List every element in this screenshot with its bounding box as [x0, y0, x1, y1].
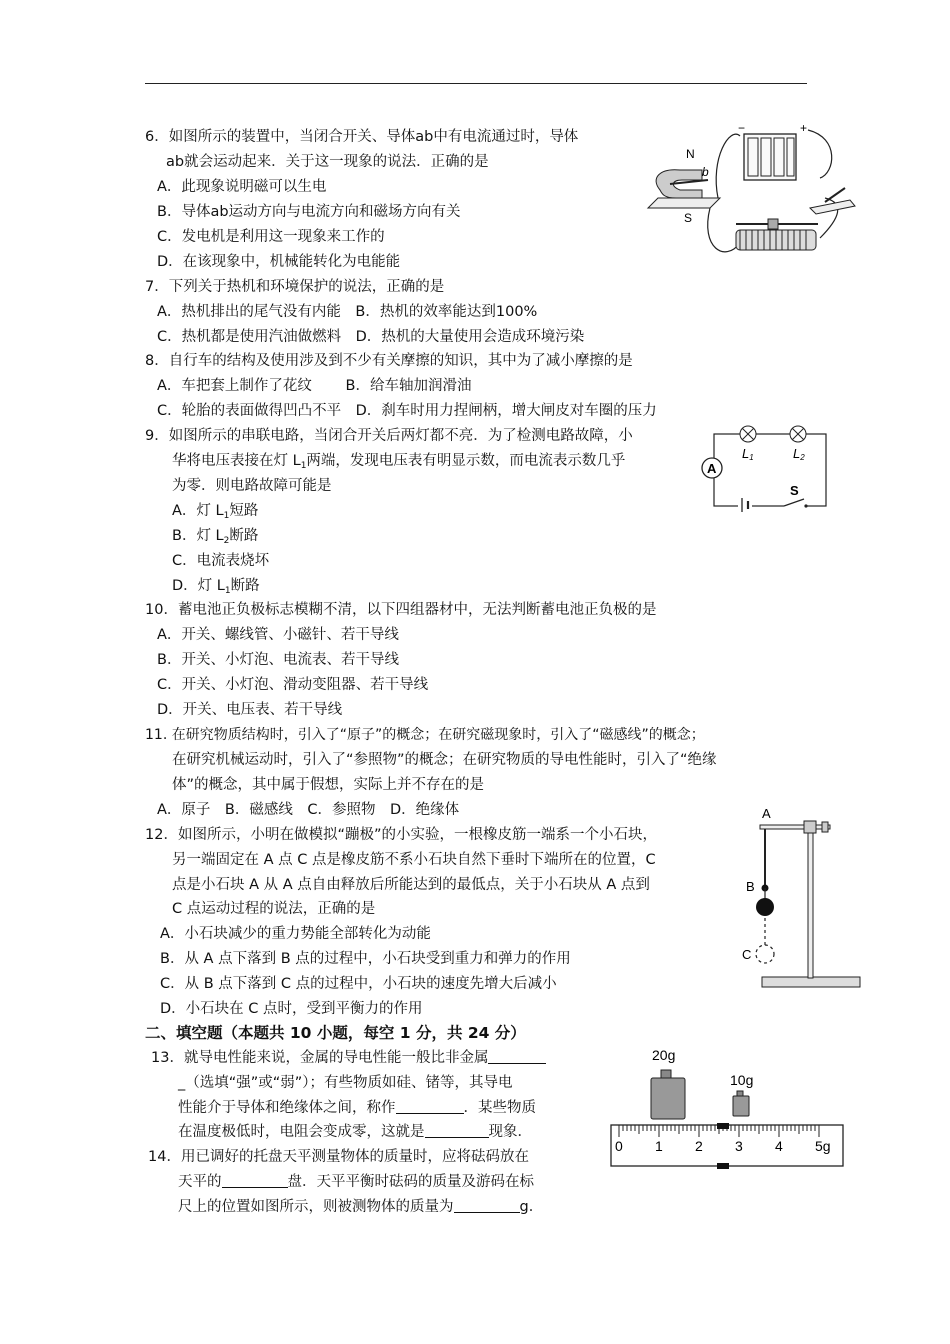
- switch-label: S: [790, 483, 799, 498]
- q12-stem-2: 另一端固定在 A 点 C 点是橡皮筋不系小石块自然下垂时下端所在的位置，C: [172, 852, 656, 868]
- q10-stem: 10．蓄电池正负极标志模糊不清，以下四组器材中，无法判断蓄电池正负极的是: [145, 602, 657, 618]
- q10-option-a[interactable]: A．开关、螺线管、小磁针、若干导线: [157, 627, 399, 643]
- q13-line-1: 13．就导电性能来说，金属的导电性能一般比非金属: [151, 1048, 546, 1068]
- q12-stem-3: 点是小石块 A 从 A 点自由释放后所能达到的最低点，关于小石块从 A 点到: [172, 877, 650, 893]
- ruler-label: 5g: [815, 1138, 831, 1154]
- q9-option-d[interactable]: D．灯 $L_1$断路: [172, 578, 260, 596]
- ruler-label: 3: [735, 1138, 743, 1154]
- q13-line-3: 性能介于导体和绝缘体之间，称作 ．某些物质: [178, 1100, 536, 1116]
- q12-option-a[interactable]: A．小石块减少的重力势能全部转化为动能: [160, 926, 431, 942]
- q9-option-b[interactable]: B．灯 $L_2$断路: [172, 528, 259, 546]
- magnet-s-label: S: [684, 211, 693, 225]
- q6-option-a[interactable]: A．此现象说明磁可以生电: [157, 179, 327, 195]
- q7-options-ab[interactable]: A．热机排出的尾气没有内能 B．热机的效率能达到100%: [157, 304, 538, 320]
- conductor-b-label: b: [702, 165, 709, 179]
- q14-blank-1[interactable]: [222, 1173, 288, 1188]
- rider-bottom: [717, 1163, 729, 1169]
- q11-stem-end: 体”的概念，其中属于假想，实际上并不存在的是: [172, 777, 485, 793]
- q12-stem: 12．如图所示，小明在做模拟“蹦极”的小实验，一根橡皮筋一端系一个小石块，: [145, 827, 657, 843]
- q13-blank-1[interactable]: [488, 1049, 546, 1064]
- q8-options-ab[interactable]: A．车把套上制作了花纹 B．给车轴加润滑油: [157, 378, 472, 394]
- battery-plus-label: +: [800, 121, 808, 135]
- ruler-label: 2: [695, 1138, 703, 1154]
- ruler-label: 0: [615, 1138, 623, 1154]
- q14-line-1: 14．用已调好的托盘天平测量物体的质量时，应将砝码放在: [148, 1149, 529, 1165]
- q6-motor-circuit-figure: [640, 118, 860, 268]
- point-c-label: C: [742, 947, 752, 962]
- ruler-label: 4: [775, 1138, 783, 1154]
- q11-stem-cont: 在研究机械运动时，引入了“参照物”的概念；在研究物质的导电性能时，引入了“绝缘: [172, 752, 717, 768]
- q6-option-b[interactable]: B．导体ab运动方向与电流方向和磁场方向有关: [157, 204, 461, 220]
- magnet-n-label: N: [686, 147, 695, 161]
- q9-stem-end: 为零．则电路故障可能是: [172, 478, 332, 494]
- weight-20g-label: 20g: [652, 1047, 676, 1063]
- q9-stem: 9．如图所示的串联电路，当闭合开关后两灯都不亮．为了检测电路故障，小: [145, 428, 633, 444]
- q6-stem-cont: ab就会运动起来．关于这一现象的说法．正确的是: [166, 154, 489, 170]
- section-2-heading: 二、填空题（本题共 10 小题，每空 1 分，共 24 分）: [145, 1024, 526, 1042]
- q8-stem: 8．自行车的结构及使用涉及到不少有关摩擦的知识，其中为了减小摩擦的是: [145, 353, 633, 369]
- q6-option-c[interactable]: C．发电机是利用这一现象来工作的: [157, 229, 385, 245]
- q13-line-4: 在温度极低时，电阻会变成零，这就是 现象．: [178, 1124, 532, 1140]
- lamp-l2-label: L2: [793, 446, 805, 462]
- q8-options-cd[interactable]: C．轮胎的表面做得凹凸不平 D．刹车时用力捏闸柄，增大闸皮对车圈的压力: [157, 403, 657, 419]
- weight-10g-label: 10g: [730, 1072, 754, 1088]
- q10-option-d[interactable]: D．开关、电压表、若干导线: [157, 702, 343, 718]
- q7-options-cd[interactable]: C．热机都是使用汽油做燃料 D．热机的大量使用会造成环境污染: [157, 329, 585, 345]
- q13-line-2: _（选填“强”或“弱”）；有些物质如硅、锗等，其导电: [178, 1075, 513, 1091]
- q14-line-2: 天平的 盘．天平平衡时砝码的质量及游码在标: [178, 1174, 534, 1190]
- q10-option-b[interactable]: B．开关、小灯泡、电流表、若干导线: [157, 652, 399, 668]
- q10-option-c[interactable]: C．开关、小灯泡、滑动变阻器、若干导线: [157, 677, 429, 693]
- q11-stem: 11. 在研究物质结构时，引入了“原子”的概念；在研究磁现象时，引入了“磁感线”的概念；: [145, 727, 705, 743]
- q12-option-c[interactable]: C．从 B 点下落到 C 点的过程中，小石块的速度先增大后减小: [160, 976, 557, 992]
- q13-blank-3[interactable]: [425, 1123, 489, 1138]
- q9-series-circuit-figure: [698, 420, 830, 512]
- ruler-label: 1: [655, 1138, 663, 1154]
- q12-option-d[interactable]: D．小石块在 C 点时，受到平衡力的作用: [160, 1001, 423, 1017]
- rider-top: [717, 1123, 729, 1129]
- header-rule: [145, 83, 807, 84]
- lamp-l1-label: L1: [742, 446, 754, 462]
- q12-option-b[interactable]: B．从 A 点下落到 B 点的过程中，小石块受到重力和弹力的作用: [160, 951, 571, 967]
- q11-options[interactable]: A．原子 B．磁感线 C．参照物 D．绝缘体: [157, 802, 460, 818]
- point-a-label: A: [762, 806, 771, 821]
- q7-stem: 7．下列关于热机和环境保护的说法，正确的是: [145, 279, 445, 295]
- q14-balance-figure: [605, 1040, 855, 1170]
- q9-stem-cont: 华将电压表接在灯 $L_1$两端，发现电压表有明显示数，而电流表示数几乎: [172, 453, 626, 471]
- q13-blank-2[interactable]: [396, 1099, 464, 1114]
- battery-minus-label: −: [738, 121, 746, 135]
- q9-option-c[interactable]: C．电流表烧坏: [172, 553, 270, 569]
- q12-bungee-figure: [740, 800, 865, 995]
- q14-blank-2[interactable]: [454, 1198, 520, 1213]
- point-b-label: B: [746, 879, 755, 894]
- q9-option-a[interactable]: A．灯 $L_1$短路: [172, 503, 259, 521]
- ammeter-label: A: [707, 461, 717, 476]
- q14-line-3: 尺上的位置如图所示，则被测物体的质量为 g．: [178, 1199, 544, 1215]
- q6-option-d[interactable]: D．在该现象中，机械能转化为电能能: [157, 254, 401, 270]
- q6-stem: 6．如图所示的装置中，当闭合开关、导体ab中有电流通过时，导体: [145, 129, 579, 145]
- q12-stem-4: C 点运动过程的说法，正确的是: [172, 901, 376, 917]
